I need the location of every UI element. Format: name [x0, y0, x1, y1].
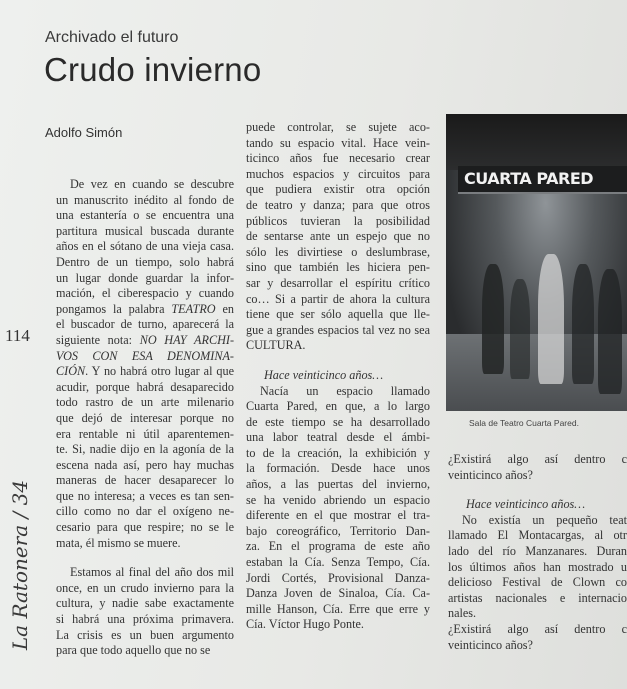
text-line: bajo coreográfico, Territorio Dan-	[246, 523, 430, 538]
text-line: se ha venido abriendo un espacio	[246, 492, 430, 507]
text-line: acudir, porque habrá desaparecido	[56, 379, 234, 394]
photo-person	[510, 279, 530, 379]
article-column-2	[246, 120, 430, 633]
article-author: Adolfo Simón	[45, 125, 123, 140]
text-line: La crisis es un buen argumento	[56, 627, 234, 642]
text-line: ¿Existirá algo así dentro c	[448, 621, 627, 636]
text-line: Cía. Víctor Hugo Ponte.	[246, 617, 364, 632]
text-line: Estamos al final del año dos mil	[70, 565, 234, 580]
text-line	[448, 483, 627, 497]
text-line: tando su espacio vital. Hace vein-	[246, 135, 430, 150]
text-line: Nacía un espacio llamado	[260, 383, 430, 398]
text-line: cesario para que respire; no se le	[56, 520, 234, 535]
text-line: que dejó de interesar porque no	[56, 410, 234, 425]
text-line: cultura, y nadie sabe exactamente	[56, 596, 234, 611]
italic-text: CIÓN	[56, 364, 86, 379]
text-line: puede controlar, se sujete aco-	[246, 120, 430, 134]
text-line: todo rastro de un arte milenario	[56, 395, 234, 410]
text-line: De vez en cuando se descubre	[70, 177, 234, 191]
text-line: para que todo aquello que no se	[56, 643, 211, 658]
text-line: maneras de hacer desaparecer lo	[56, 473, 234, 488]
italic-text: VOS CON ESA DENOMINA-	[56, 348, 234, 363]
photo-sign-text: CUARTA PARED	[464, 169, 594, 188]
text-line: delicioso Festival de Clown co	[448, 575, 627, 590]
article-title: Crudo invierno	[44, 51, 262, 88]
text-line: escena nada así, pero hay muchas	[56, 457, 234, 472]
text-line: partitura musical buscada durante	[56, 223, 234, 238]
text-line: tiene que ser sólo aquella que lle-	[246, 307, 430, 322]
text-line: de sentarse ante un espejo que no	[246, 229, 430, 244]
text-line: años, a las puertas del invierno,	[246, 477, 430, 492]
theatre-photo	[446, 114, 627, 411]
text-line: CIÓN. Y no habrá otro lugar al que	[56, 364, 234, 379]
text-line: sino que también les hiciera pen-	[246, 260, 430, 275]
text-line: de este tiempo se ha desarrollado	[246, 414, 430, 429]
text-line: Hace veinticinco años…	[466, 497, 586, 512]
photo-caption: Sala de Teatro Cuarta Pared.	[469, 418, 579, 428]
text-line: once, en un crudo invierno para la	[56, 580, 234, 595]
text-line: un lugar donde guardar la infor-	[56, 270, 234, 285]
text-line: lado del río Manzanares. Duran	[448, 543, 627, 558]
photo-theatre-sign	[458, 166, 627, 194]
text-line: llamado El Montacargas, al otr	[448, 528, 627, 543]
text-line: era rentable ni útil aparentemen-	[56, 426, 234, 441]
text-line: mille Hanson, Cía. Erre que erre y	[246, 601, 430, 616]
article-column-3	[448, 452, 627, 653]
photo-person	[482, 264, 504, 374]
text-line: muchos espacios y circuitos para	[246, 166, 430, 181]
text-line: pongamos la palabra TEATRO en	[56, 301, 234, 316]
text-line: una estantería o se encuentra una	[56, 208, 234, 223]
text-line: que no interesa; a veces es tan sen-	[56, 488, 234, 503]
text-line	[56, 551, 234, 565]
text-line: veinticinco años?	[448, 467, 533, 482]
text-line: za. En el programa de este año	[246, 539, 430, 554]
text-line: CULTURA.	[246, 338, 306, 353]
text-line: No existía un pequeño teat	[462, 512, 627, 527]
text-line	[246, 354, 430, 368]
text-line: ticinco años fue necesario crear	[246, 151, 430, 166]
text-line: siguiente nota: NO HAY ARCHI-	[56, 332, 234, 347]
text-line: Hace veinticinco años…	[264, 367, 384, 382]
text-line: co… Si a partir de ahora la cultura	[246, 291, 430, 306]
text-line: Dentro de un tiempo, solo habrá	[56, 254, 234, 269]
magazine-name-text: La Ratonera / 34	[8, 479, 32, 650]
italic-text: NO HAY ARCHI-	[139, 332, 234, 347]
text-line: una labor teatral desde el ámbi-	[246, 430, 430, 445]
text-line: to de la creación, la exhibición y	[246, 445, 430, 460]
text-line: si habrá una próxima primavera.	[56, 612, 234, 627]
italic-text: TEATRO	[171, 301, 216, 316]
photo-person	[572, 264, 594, 384]
text-line: Jordi Cortés, Provisional Danza-	[246, 570, 430, 585]
text-line: de teatro y danza; para que otros	[246, 197, 430, 212]
text-line: gue a grandes espacios tal vez no sea	[246, 322, 430, 337]
text-line: mación, el ciberespacio y cuando	[56, 286, 234, 301]
text-line: que pudiera existir otra opción	[246, 182, 430, 197]
text-line: ¿Existirá algo así dentro c	[448, 452, 627, 466]
text-line: estaban la Cía. Senza Tempo, Cía.	[246, 555, 430, 570]
text-line: sar y desarrollar el espíritu crítico	[246, 275, 430, 290]
text-line: Cuarta Pared, en que, a lo largo	[246, 399, 430, 414]
text-line: te. Si, nadie dijo en la agonía de la	[56, 442, 234, 457]
text-line	[56, 349, 234, 365]
text-line: el buscador de turno, aparecerá la	[56, 317, 234, 332]
photo-person	[598, 269, 622, 394]
text-line: públicos tuvieran la posibilidad	[246, 213, 430, 228]
article-column-1	[56, 177, 234, 659]
text-line: los últimos años han mostrado u	[448, 559, 627, 574]
text-line: artistas nacionales e internacio	[448, 590, 627, 605]
text-line: Danza Joven de Sinaloa, Cía. Ca-	[246, 586, 430, 601]
text-line: cillo como no dar el oxígeno ne-	[56, 504, 234, 519]
page-number: 114	[5, 326, 30, 345]
text-line: mata, él mismo se muere.	[56, 535, 181, 550]
text-line: la formación. Desde hace unos	[246, 461, 430, 476]
text-line: nales.	[448, 606, 477, 621]
text-line: años en el sótano de una vieja casa.	[56, 239, 234, 254]
text-line: sólo les divirtiese o deslumbrase,	[246, 244, 430, 259]
photo-person	[538, 254, 564, 384]
magazine-name-vertical	[0, 452, 40, 677]
text-line: veinticinco años?	[448, 637, 533, 652]
photo-canopy	[446, 114, 627, 170]
text-line: diferente en el que mostrar el tra-	[246, 508, 430, 523]
section-title: Archivado el futuro	[45, 29, 179, 46]
text-line: un manuscrito inédito al fondo de	[56, 192, 234, 207]
